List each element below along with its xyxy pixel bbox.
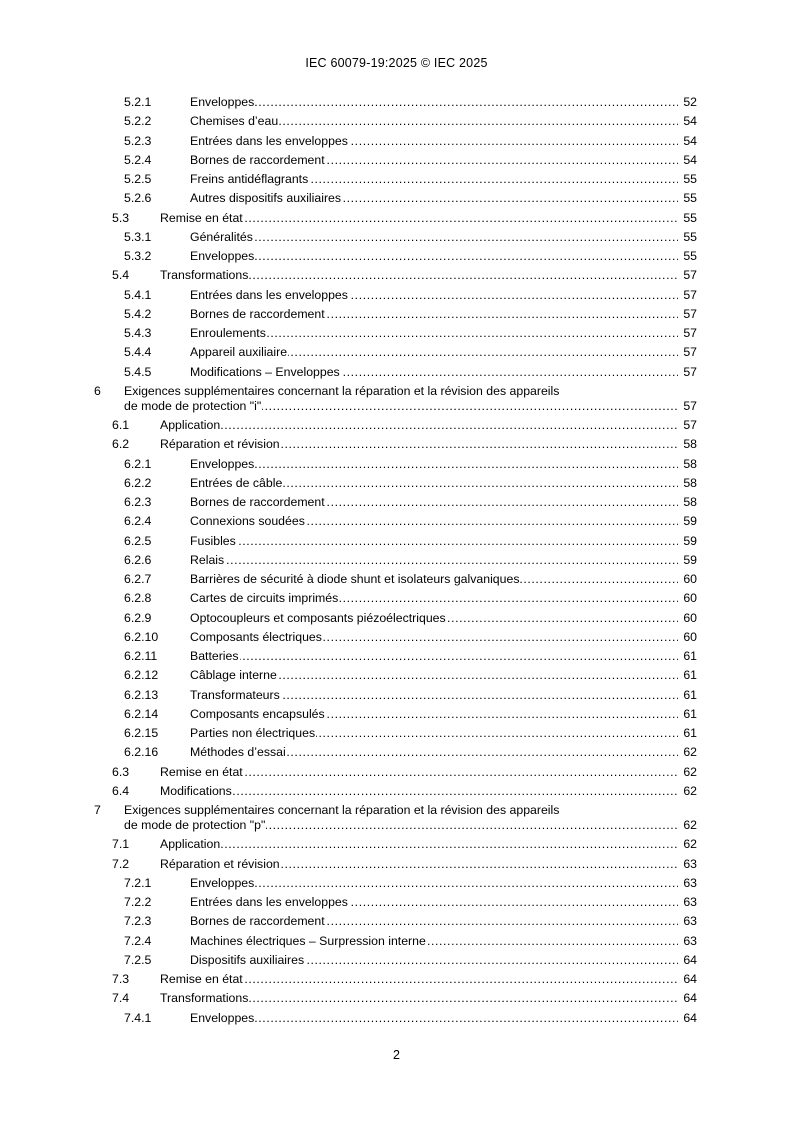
toc-entry-title: Relais (190, 552, 225, 567)
toc-entry-title: Transformations (160, 268, 249, 283)
toc-entry-page: 60 (678, 629, 697, 646)
page-header: IEC 60079-19:2025 © IEC 2025 (305, 56, 488, 70)
toc-entry-title: Enveloppes (190, 875, 255, 890)
toc-entry-page: 55 (678, 210, 697, 227)
toc-entry-page: 64 (678, 990, 697, 1007)
toc-entry-number: 6.2.11 (124, 649, 158, 663)
toc-entry-page: 59 (678, 552, 697, 569)
toc-entry[interactable] (160, 267, 697, 284)
toc-entry-title: Remise en état (160, 210, 243, 225)
toc-entry[interactable] (190, 248, 697, 265)
toc-entry-number: 5.4.2 (124, 306, 152, 321)
toc-entry-title: Enveloppes (190, 456, 255, 471)
toc-entry-page: 61 (678, 706, 697, 723)
toc-entry-page: 63 (678, 856, 697, 873)
toc-entry-title: Réparation et révision (160, 856, 280, 871)
toc-entry-title: Fusibles (190, 533, 236, 548)
toc-entry-number: 7.2 (112, 856, 130, 871)
toc-entry-number: 6.2.15 (124, 726, 159, 740)
toc-entry-number: 5.3.1 (124, 229, 152, 244)
toc-entry-number: 6.2.8 (124, 591, 152, 606)
toc-entry[interactable] (160, 990, 697, 1007)
toc-entry[interactable] (190, 325, 697, 342)
toc-entry-number: 6.2.13 (124, 687, 159, 702)
toc-entry[interactable] (190, 113, 697, 130)
toc-entry-number: 6.2.5 (124, 533, 152, 548)
toc-entry-number: 5.4.4 (124, 345, 152, 360)
toc-entry[interactable] (190, 552, 697, 569)
toc-entry-title: Application (160, 418, 221, 432)
toc-entry[interactable] (190, 667, 697, 684)
toc-entry-title: Optocoupleurs et composants piézoélectriques (190, 610, 446, 625)
toc-entry[interactable] (190, 344, 697, 361)
toc-entry-number: 5.4.1 (124, 287, 152, 302)
toc-entry-number: 7.1 (112, 837, 130, 852)
toc-entry-page: 58 (678, 456, 697, 473)
toc-entry-title: Composants électriques (190, 629, 322, 644)
toc-entry-number: 6.2.16 (124, 745, 159, 760)
toc-entry[interactable] (190, 744, 697, 761)
toc-entry-page: 54 (678, 133, 697, 150)
toc-entry-page: 52 (678, 94, 697, 111)
toc-entry-title: Freins antidéflagrants (190, 172, 309, 186)
toc-entry-page: 60 (678, 610, 697, 627)
toc-entry[interactable] (160, 783, 697, 800)
toc-entry-number: 5.3.2 (124, 249, 152, 263)
toc-entry-title: Cartes de circuits imprimés (190, 591, 339, 606)
toc-entry[interactable] (190, 933, 697, 950)
toc-entry-page: 63 (678, 875, 697, 892)
toc-entry-page: 57 (678, 267, 697, 284)
toc-entry-title: Barrières de sécurité à diode shunt et isolateurs galvaniques (190, 572, 520, 586)
toc-entry-title: Entrées dans les enveloppes (190, 287, 348, 302)
toc-entry-number: 5.2.4 (124, 152, 152, 167)
toc-entry[interactable] (190, 533, 697, 550)
toc-entry-page: 55 (678, 171, 697, 188)
toc-entry-title: Application (160, 837, 221, 852)
toc-entry-title: Enveloppes (190, 249, 255, 263)
toc-entry[interactable] (160, 210, 697, 227)
toc-entry-title: Bornes de raccordement (190, 306, 325, 321)
toc-entry-number: 5.3 (112, 210, 130, 225)
toc-entry-page: 61 (678, 667, 697, 684)
toc-entry[interactable] (190, 648, 697, 665)
toc-entry[interactable] (190, 364, 697, 381)
toc-entry-page: 62 (678, 836, 697, 853)
toc-entry-page: 55 (678, 190, 697, 207)
toc-entry-title[interactable]: Exigences supplémentaires concernant la réparation et la révision des appareils (124, 383, 560, 398)
toc-entry-number: 7.2.3 (124, 914, 152, 929)
toc-entry-title-continued: de mode de protection "i" (124, 398, 262, 413)
toc-entry-title: Généralités (190, 229, 253, 244)
toc-entry[interactable] (190, 1010, 697, 1027)
toc-entry-number: 6.2.4 (124, 514, 152, 529)
toc-entry-title: Enroulements (190, 326, 266, 340)
toc-entry[interactable] (190, 171, 697, 188)
toc-entry-page: 57 (678, 325, 697, 342)
toc-entry-title: Réparation et révision (160, 437, 280, 452)
toc-entry[interactable] (190, 287, 697, 304)
toc-entry-page: 57 (678, 417, 697, 434)
toc-entry-page: 64 (678, 952, 697, 969)
toc-entry-title: Bornes de raccordement (190, 152, 325, 167)
toc-entry[interactable] (190, 894, 697, 911)
toc-entry[interactable] (190, 190, 697, 207)
toc-entry[interactable] (190, 306, 697, 323)
toc-entry[interactable] (190, 133, 697, 150)
toc-entry-title: Transformations (160, 991, 249, 1006)
toc-entry[interactable] (124, 398, 697, 415)
toc-entry-page: 61 (678, 648, 697, 665)
toc-entry-number: 6.2.12 (124, 668, 159, 683)
toc-entry-page: 55 (678, 229, 697, 246)
toc-entry-page: 64 (678, 1010, 697, 1027)
toc-entry[interactable] (124, 817, 697, 834)
toc-entry-number: 5.2.1 (124, 95, 152, 109)
toc-entry-page: 54 (678, 113, 697, 130)
toc-entry-title: Entrées dans les enveloppes (190, 895, 348, 909)
toc-entry-title: Composants encapsulés (190, 706, 325, 721)
toc-entry-page: 55 (678, 248, 697, 265)
toc-entry-page: 63 (678, 933, 697, 950)
toc-entry-number: 6.2.3 (124, 495, 152, 509)
toc-entry[interactable] (190, 610, 697, 627)
toc-entry[interactable] (190, 913, 697, 930)
toc-entry-number: 6.2.9 (124, 610, 152, 625)
toc-entry-page: 60 (678, 571, 697, 588)
toc-entry-page: 61 (678, 725, 697, 742)
toc-entry-page: 58 (678, 436, 697, 453)
toc-entry-page: 57 (678, 364, 697, 381)
toc-entry-title: Modifications – Enveloppes (190, 364, 340, 379)
toc-entry-number: 7.2.5 (124, 952, 152, 967)
toc-entry-title: Dispositifs auxiliaires (190, 952, 305, 967)
toc-entry-title: Bornes de raccordement (190, 914, 325, 929)
toc-entry-number: 7 (94, 803, 101, 817)
toc-entry[interactable] (190, 571, 697, 588)
toc-entry-page: 62 (678, 764, 697, 781)
toc-entry[interactable] (190, 952, 697, 969)
toc-entry-number: 7.4.1 (124, 1010, 152, 1025)
toc-entry-number: 6.3 (112, 764, 130, 779)
toc-entry-title: Appareil auxiliaire (190, 345, 288, 360)
toc-entry-title: Transformateurs (190, 687, 280, 702)
toc-entry[interactable] (190, 629, 697, 646)
toc-entry-page: 58 (678, 494, 697, 511)
toc-entry-number: 5.2.6 (124, 191, 152, 206)
toc-entry-number: 7.3 (112, 972, 130, 986)
toc-entry-number: 6.2.2 (124, 475, 152, 490)
toc-entry-number: 6.2.14 (124, 706, 159, 721)
toc-entry-page: 57 (678, 344, 697, 361)
toc-entry[interactable] (190, 687, 697, 704)
toc-entry[interactable] (160, 764, 697, 781)
toc-entry-title[interactable]: Exigences supplémentaires concernant la réparation et la révision des appareils (124, 803, 560, 817)
toc-entry-page: 54 (678, 152, 697, 169)
toc-entry-page: 57 (678, 287, 697, 304)
toc-entry-number: 6.2 (112, 437, 130, 452)
toc-entry[interactable] (190, 875, 697, 892)
toc-entry[interactable] (190, 590, 697, 607)
toc-entry-page: 61 (678, 687, 697, 704)
toc-entry-page: 62 (678, 783, 697, 800)
toc-entry-number: 7.2.4 (124, 933, 152, 948)
toc-entry-title: Méthodes d’essai (190, 745, 286, 760)
toc-entry-number: 6.2.6 (124, 552, 152, 567)
toc-entry[interactable] (190, 706, 697, 723)
toc-entry[interactable] (190, 94, 697, 111)
toc-entry-page: 63 (678, 894, 697, 911)
toc-entry[interactable] (160, 836, 697, 853)
toc-entry-page: 62 (678, 817, 697, 834)
page-number: 2 (393, 1048, 400, 1062)
toc-entry-title: Modifications (160, 783, 232, 798)
toc-entry[interactable] (190, 456, 697, 473)
toc-entry-number: 5.2.3 (124, 133, 152, 148)
toc-entry-number: 5.4.5 (124, 364, 152, 379)
toc-entry[interactable] (190, 152, 697, 169)
toc-entry-title: Enveloppes (190, 95, 255, 109)
toc-entry-page: 57 (678, 398, 697, 415)
toc-entry-page: 63 (678, 913, 697, 930)
toc-entry-number: 6.2.7 (124, 572, 152, 586)
toc-entry-title: Connexions soudées (190, 514, 305, 529)
toc-entry-title-continued: de mode de protection "p" (124, 818, 266, 832)
toc-entry-page: 60 (678, 590, 697, 607)
toc-entry-number: 6 (94, 383, 101, 398)
toc-entry-title: Enveloppes (190, 1010, 255, 1025)
toc-entry-title: Machines électriques – Surpression interne (190, 933, 426, 948)
toc-entry-number: 6.2.1 (124, 456, 152, 471)
toc-entry[interactable] (160, 971, 697, 988)
toc-entry-page: 58 (678, 475, 697, 492)
toc-entry-title: Câblage interne (190, 668, 277, 683)
toc-entry-number: 6.4 (112, 783, 130, 798)
toc-entry-title: Chemises d’eau (190, 114, 279, 129)
toc-entry-page: 59 (678, 533, 697, 550)
toc-entry-title: Bornes de raccordement (190, 495, 325, 509)
toc-entry-page: 62 (678, 744, 697, 761)
toc-entry[interactable] (160, 856, 697, 873)
toc-entry-page: 59 (678, 513, 697, 530)
toc-entry[interactable] (190, 494, 697, 511)
toc-entry[interactable] (190, 475, 697, 492)
toc-entry-page: 57 (678, 306, 697, 323)
toc-entry[interactable] (190, 513, 697, 530)
toc-entry-number: 7.4 (112, 991, 130, 1006)
toc-entry[interactable] (190, 725, 697, 742)
toc-entry-number: 5.4.3 (124, 326, 152, 340)
toc-entry-title: Parties non électriques (190, 726, 316, 740)
toc-entry-title: Remise en état (160, 972, 243, 986)
toc-entry-number: 6.2.10 (124, 629, 159, 644)
toc-entry-title: Autres dispositifs auxiliaires (190, 191, 342, 206)
toc-entry-page: 64 (678, 971, 697, 988)
toc-entry[interactable] (190, 229, 697, 246)
toc-entry-title: Batteries (190, 649, 239, 663)
toc-entry-title: Entrées dans les enveloppes (190, 133, 348, 148)
toc-entry-title: Remise en état (160, 764, 243, 779)
toc-entry-number: 5.2.5 (124, 172, 152, 186)
toc-entry-title: Entrées de câble (190, 475, 283, 490)
toc-entry-number: 7.2.2 (124, 895, 152, 909)
toc-entry[interactable] (160, 417, 697, 434)
toc-entry-number: 7.2.1 (124, 875, 152, 890)
toc-entry[interactable] (160, 436, 697, 453)
toc-entry-number: 5.2.2 (124, 114, 152, 129)
toc-entry-number: 5.4 (112, 268, 130, 283)
toc-entry-number: 6.1 (112, 418, 130, 432)
